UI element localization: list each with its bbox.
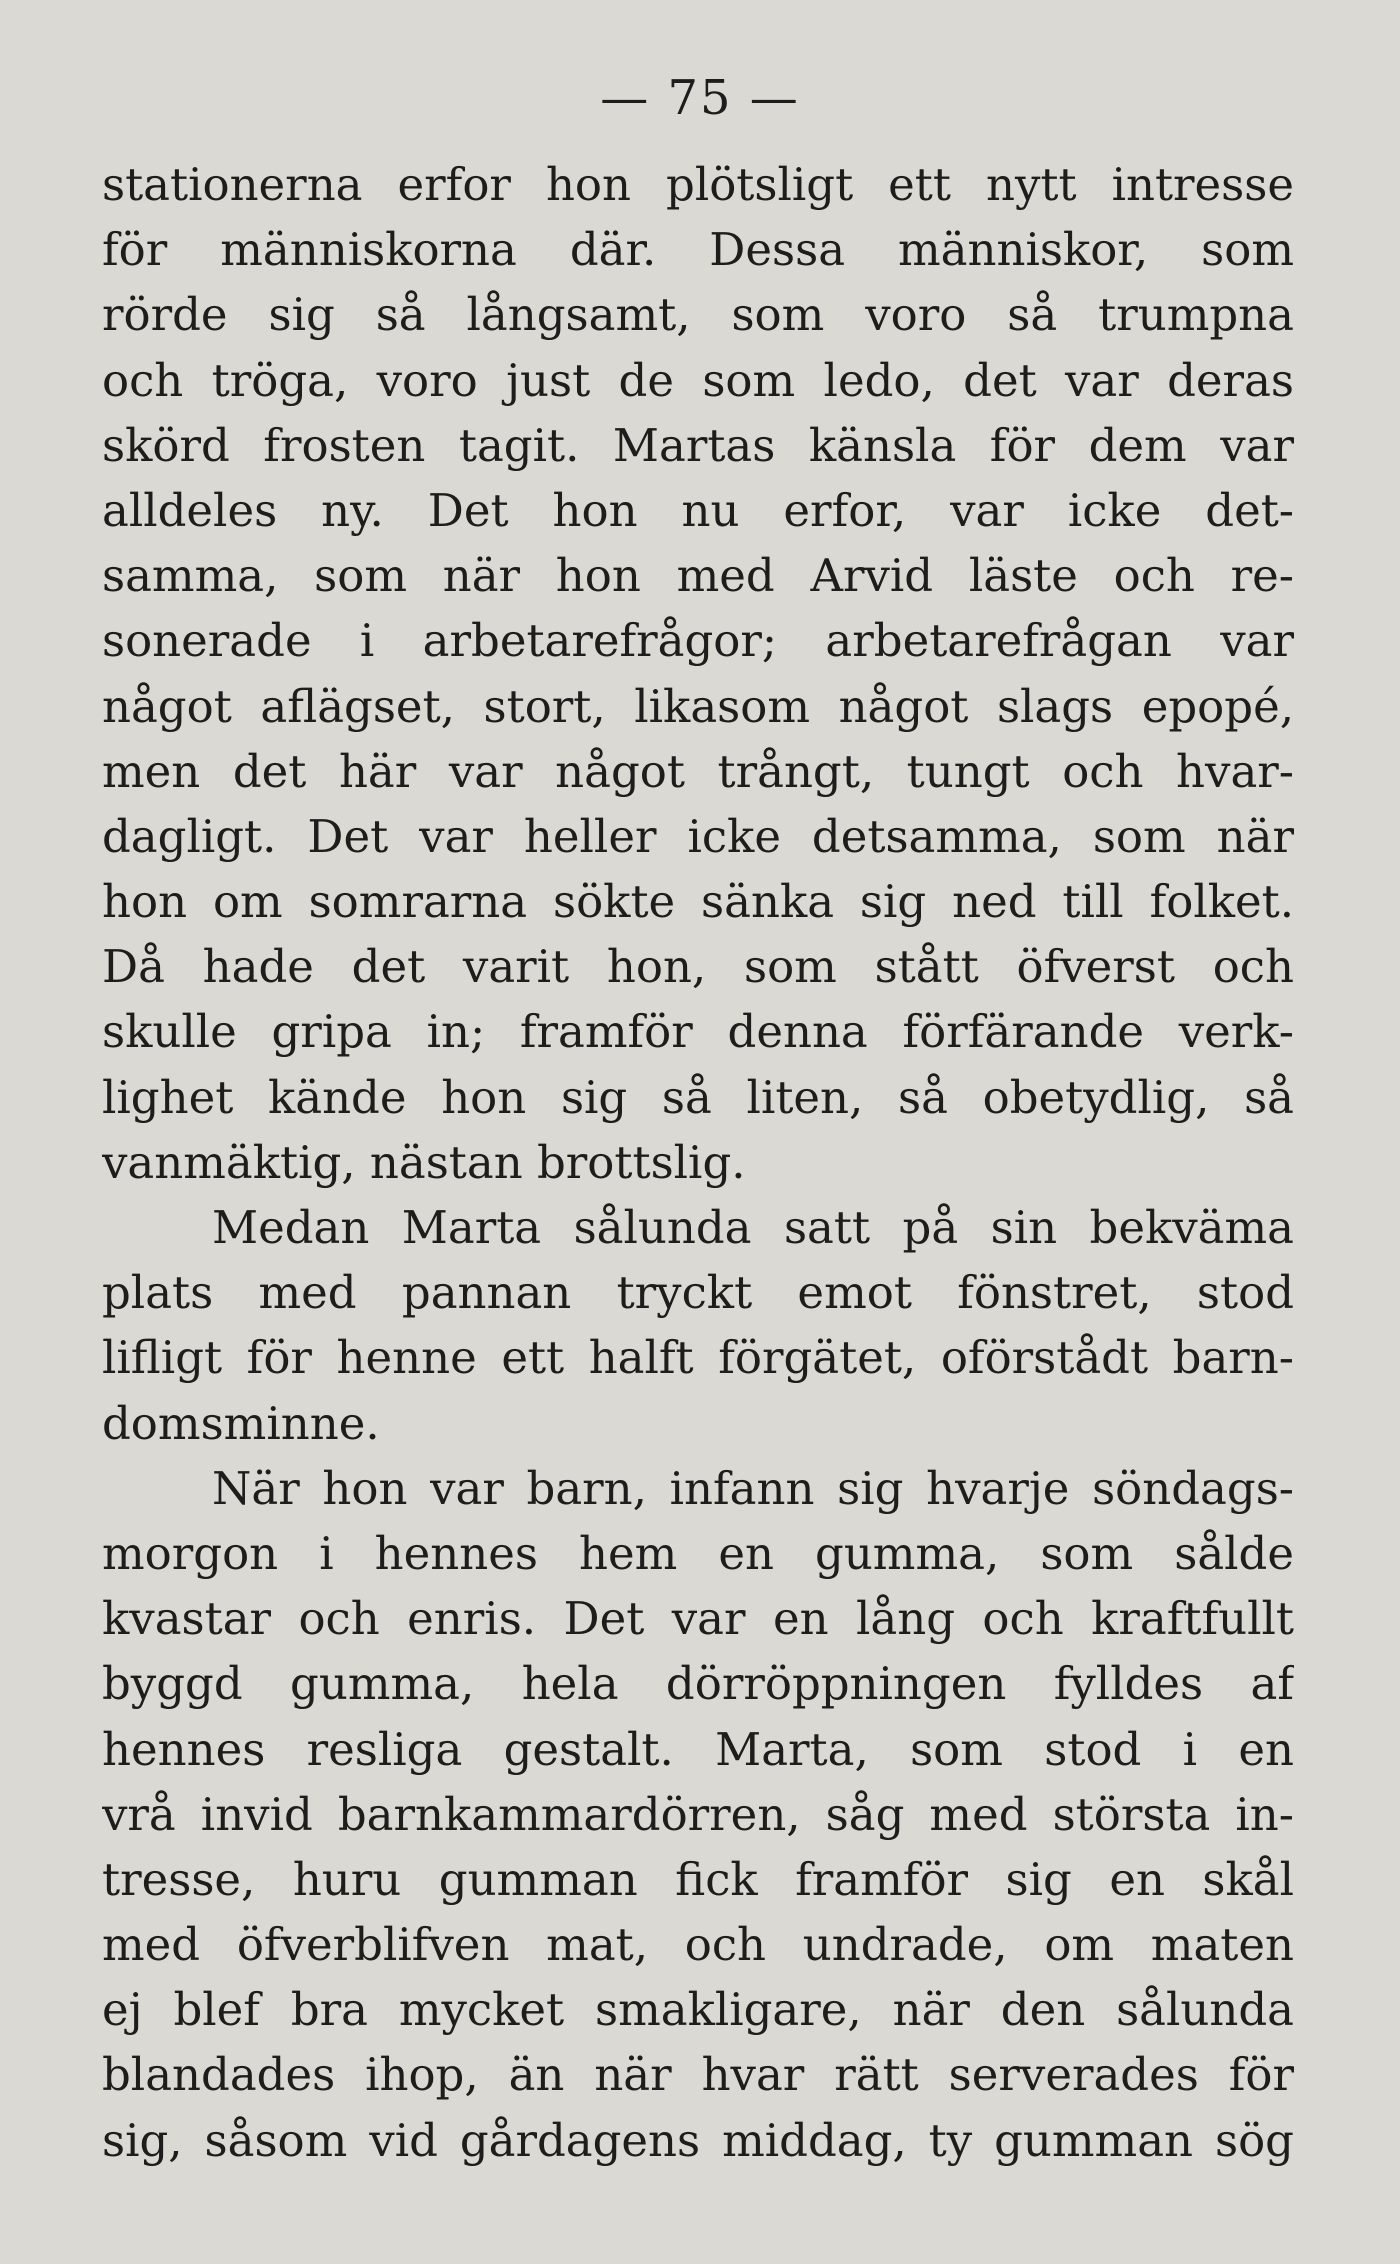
text-line: något aflägset, stort, likasom något slags epopé,: [102, 679, 1294, 733]
text-line: skulle gripa in; framför denna förfärande verk-: [102, 1005, 1294, 1059]
text-line: sonerade i arbetarefrågor; arbetarefrågan var: [102, 614, 1294, 668]
text-line: rörde sig så långsamt, som voro så trumpna: [102, 288, 1294, 342]
text-line: lifligt för henne ett halft förgätet, oförstådt barn-: [102, 1331, 1294, 1385]
text-line: domsminne.: [102, 1396, 380, 1450]
text-line: lighet kände hon sig så liten, så obetydlig, så: [102, 1070, 1294, 1124]
text-line: När hon var barn, infann sig hvarje söndags-: [212, 1461, 1294, 1515]
text-line: hon om somrarna sökte sänka sig ned till folket.: [102, 875, 1294, 929]
text-line: vanmäktig, nästan brottslig.: [102, 1135, 746, 1189]
text-line: Medan Marta sålunda satt på sin bekväma: [212, 1201, 1294, 1254]
text-line: tresse, huru gumman fick framför sig en skål: [102, 1852, 1294, 1906]
text-line: alldeles ny. Det hon nu erfor, var icke det-: [102, 483, 1294, 537]
text-line: blandades ihop, än när hvar rätt serverades för: [102, 2048, 1294, 2102]
text-line: men det här var något trångt, tungt och hvar-: [102, 744, 1294, 798]
text-line: kvastar och enris. Det var en lång och kraftfullt: [102, 1592, 1294, 1646]
text-line: hennes resliga gestalt. Marta, som stod i en: [102, 1722, 1294, 1776]
text-line: dagligt. Det var heller icke detsamma, som när: [102, 809, 1294, 863]
text-line: samma, som när hon med Arvid läste och re-: [102, 549, 1294, 603]
text-line: byggd gumma, hela dörröppningen fylldes af: [102, 1657, 1294, 1711]
text-line: skörd frosten tagit. Martas känsla för dem var: [102, 418, 1294, 472]
text-line: stationerna erfor hon plötsligt ett nytt intresse: [102, 158, 1294, 211]
text-line: ej blef bra mycket smakligare, när den sålunda: [102, 1983, 1294, 2037]
text-line: för människorna där. Dessa människor, som: [102, 223, 1294, 277]
text-line: sig, såsom vid gårdagens middag, ty gumman sög: [102, 2113, 1294, 2167]
text-line: morgon i hennes hem en gumma, som sålde: [102, 1526, 1294, 1580]
body-text: [102, 152, 1294, 2173]
text-line: med öfverblifven mat, och undrade, om maten: [102, 1918, 1294, 1972]
text-line: plats med pannan tryckt emot fönstret, stod: [102, 1266, 1294, 1320]
text-line: vrå invid barnkammardörren, såg med största in-: [102, 1787, 1294, 1841]
page-number: — 75 —: [600, 70, 800, 126]
text-line: Då hade det varit hon, som stått öfverst och: [102, 940, 1294, 994]
text-line: och tröga, voro just de som ledo, det var deras: [102, 353, 1294, 407]
